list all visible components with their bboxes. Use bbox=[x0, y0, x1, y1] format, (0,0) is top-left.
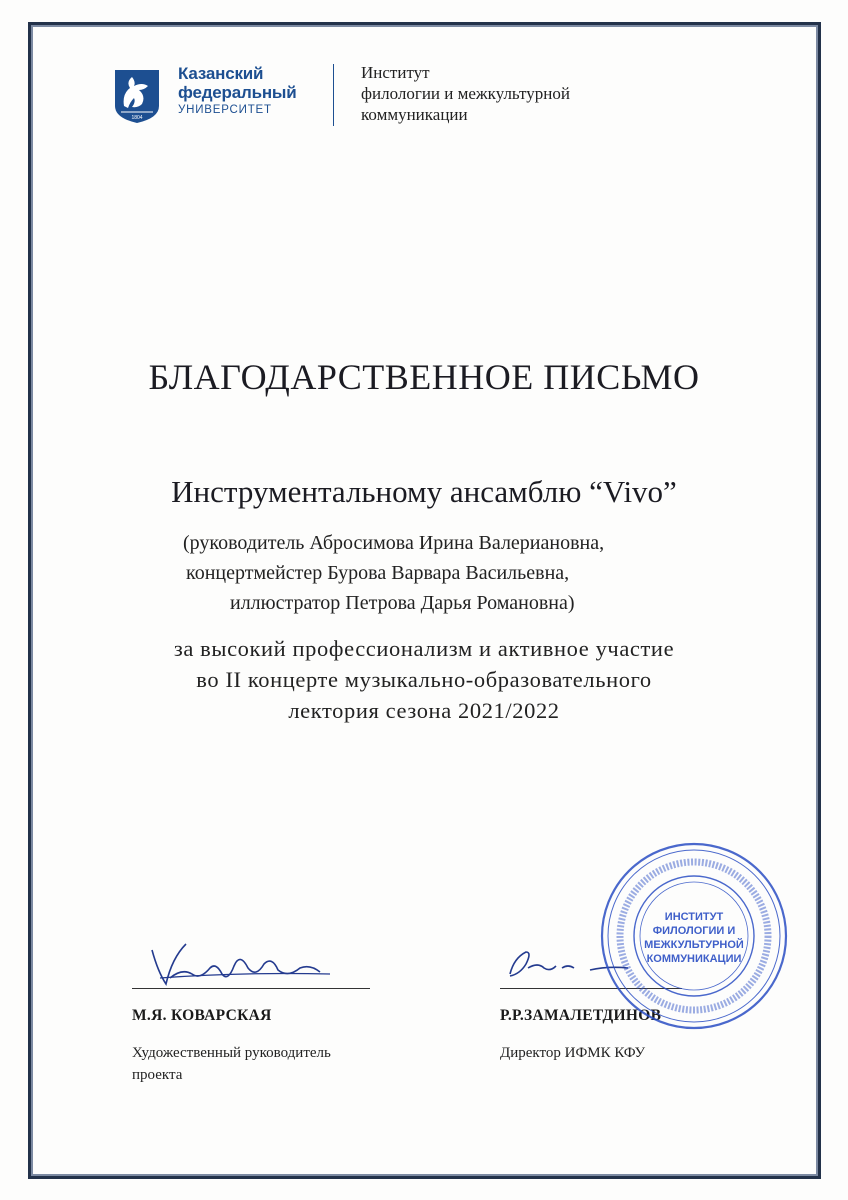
university-name-line3: УНИВЕРСИТЕТ bbox=[178, 104, 272, 116]
institute-name bbox=[361, 62, 570, 125]
university-name-line2: федеральный bbox=[178, 83, 297, 102]
university-logo bbox=[112, 64, 322, 134]
institute-line1: Институт bbox=[361, 63, 430, 82]
gratitude-reason bbox=[0, 633, 848, 726]
signature-kovarskaya bbox=[130, 938, 370, 994]
reason-line3: лектория сезона 2021/2022 bbox=[288, 698, 560, 723]
official-stamp bbox=[596, 838, 792, 1034]
university-name bbox=[178, 64, 296, 116]
university-name-line1: Казанский bbox=[178, 64, 264, 83]
credits-line2: концертмейстер Бурова Варвара Васильевна, bbox=[186, 562, 570, 584]
document-title: БЛАГОДАРСТВЕННОЕ ПИСЬМО bbox=[148, 357, 700, 397]
signatory-role-left bbox=[132, 1042, 331, 1086]
header-divider bbox=[333, 64, 334, 126]
stamp-text-line2: ФИЛОЛОГИИ И bbox=[652, 925, 736, 937]
signatory-name-left: М.Я. КОВАРСКАЯ bbox=[132, 1007, 272, 1024]
signatory-role-left-line2: проекта bbox=[132, 1067, 183, 1083]
stamp-text-line4: КОММУНИКАЦИИ bbox=[646, 953, 742, 965]
institute-line3: коммуникации bbox=[361, 105, 468, 124]
stamp-text-line1: ИНСТИТУТ bbox=[664, 911, 724, 923]
credits-line3: иллюстратор Петрова Дарья Романовна) bbox=[230, 592, 575, 614]
institute-line2: филологии и межкультурной bbox=[361, 84, 570, 103]
signatory-role-right: Директор ИФМК КФУ bbox=[500, 1045, 646, 1061]
reason-line1: за высокий профессионализм и активное участие bbox=[173, 636, 675, 661]
signatory-name-right: Р.Р.ЗАМАЛЕТДИНОВ bbox=[500, 1007, 662, 1024]
signature-line-left bbox=[132, 988, 370, 989]
credits-line1: (руководитель Абросимова Ирина Валериановна, bbox=[183, 532, 605, 554]
svg-text:1804: 1804 bbox=[131, 115, 143, 121]
signatory-role-left-line1: Художественный руководитель bbox=[132, 1045, 331, 1061]
stamp-text-line3: МЕЖКУЛЬТУРНОЙ bbox=[644, 939, 744, 951]
recipient-name: Инструментальному ансамблю “Vivo” bbox=[171, 474, 677, 509]
reason-line2: во II концерте музыкально-образовательного bbox=[196, 667, 652, 692]
university-emblem-icon bbox=[112, 68, 162, 124]
